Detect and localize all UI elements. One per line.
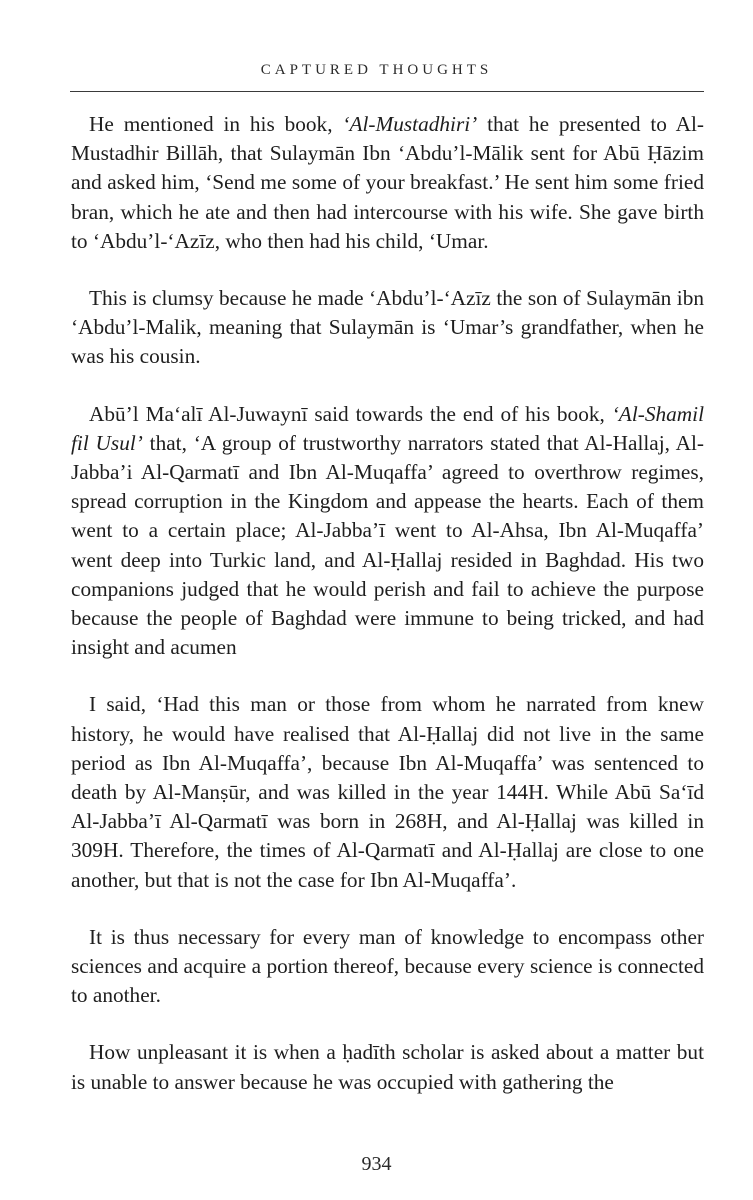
page-number: 934 bbox=[361, 1153, 392, 1175]
paragraph bbox=[71, 923, 704, 1011]
body-text bbox=[71, 110, 704, 1125]
book-title: ‘Al-Shamil fil Usul’ bbox=[71, 401, 704, 455]
paragraph-text: This is clumsy because he made ‘Abdu’l-‘Azīz the son of Sulaymān ibn ‘Abdu’l-Malik, meaning that Sulaymān is ‘Umar’s grandfather, when he was his cousin. bbox=[71, 286, 704, 369]
running-head: CAPTURED THOUGHTS bbox=[260, 62, 493, 78]
paragraph bbox=[71, 690, 704, 894]
paragraph-text: that he presented to Al-Mustadhir Billāh, that Sulaymān Ibn ‘Abdu’l-Mālik sent for Abū Ḥāzim and asked him, ‘Send me some of your breakfast.’ He sent him some fried bran, which he ate and then had intercourse with his wife. She gave birth to ‘Abdu’l-‘Azīz, who then had his child, ‘Umar. bbox=[71, 112, 704, 253]
paragraph-text: Abū’l Ma‘alī Al-Juwaynī said towards the end of his book, bbox=[89, 401, 612, 426]
paragraph-text: It is thus necessary for every man of knowledge to encompass other sciences and acquire a portion thereof, because every science is connected to another. bbox=[71, 924, 704, 1008]
paragraph-text: How unpleasant it is when a ḥadīth scholar is asked about a matter but is unable to answer because he was occupied with gathering the bbox=[71, 1040, 704, 1094]
paragraph-text: that, ‘A group of trustworthy narrators stated that Al-Hallaj, Al-Jabba’i Al-Qarmatī and Ibn Al-Muqaffa’ agreed to overthrow regimes, spread corruption in the Kingdom and appease the hearts. Each of them went to a certain place; Al-Jabba’ī went to Al-Ahsa, Ibn Al-Muqaffa’ went deep into Turkic land, and Al-Ḥallaj resided in Baghdad. His two companions judged that he would perish and fail to achieve the purpose because the people of Baghdad were immune to being tricked, and had insight and acumen bbox=[71, 430, 704, 660]
paragraph-text: I said, ‘Had this man or those from whom he narrated from knew history, he would have realised that Al-Ḥallaj did not live in the same period as Ibn Al-Muqaffa’, because Ibn Al-Muqaffa’ was sentenced to death by Al-Manṣūr, and was killed in the year 144H. While Abū Sa‘īd Al-Jabba’ī Al-Qarmatī was born in 268H, and Al-Ḥallaj was killed in 309H. Therefore, the times of Al-Qarmatī and Al-Ḥallaj are close to one another, but that is not the case for Ibn Al-Muqaffa’. bbox=[71, 692, 704, 892]
paragraph-text: He mentioned in his book, bbox=[89, 112, 343, 136]
paragraph bbox=[71, 110, 704, 256]
paragraph bbox=[71, 1038, 704, 1096]
header-rule bbox=[70, 91, 704, 92]
paragraph bbox=[71, 284, 704, 372]
book-title: ‘Al-Mustadhiri’ bbox=[342, 112, 478, 136]
paragraph bbox=[71, 400, 704, 663]
